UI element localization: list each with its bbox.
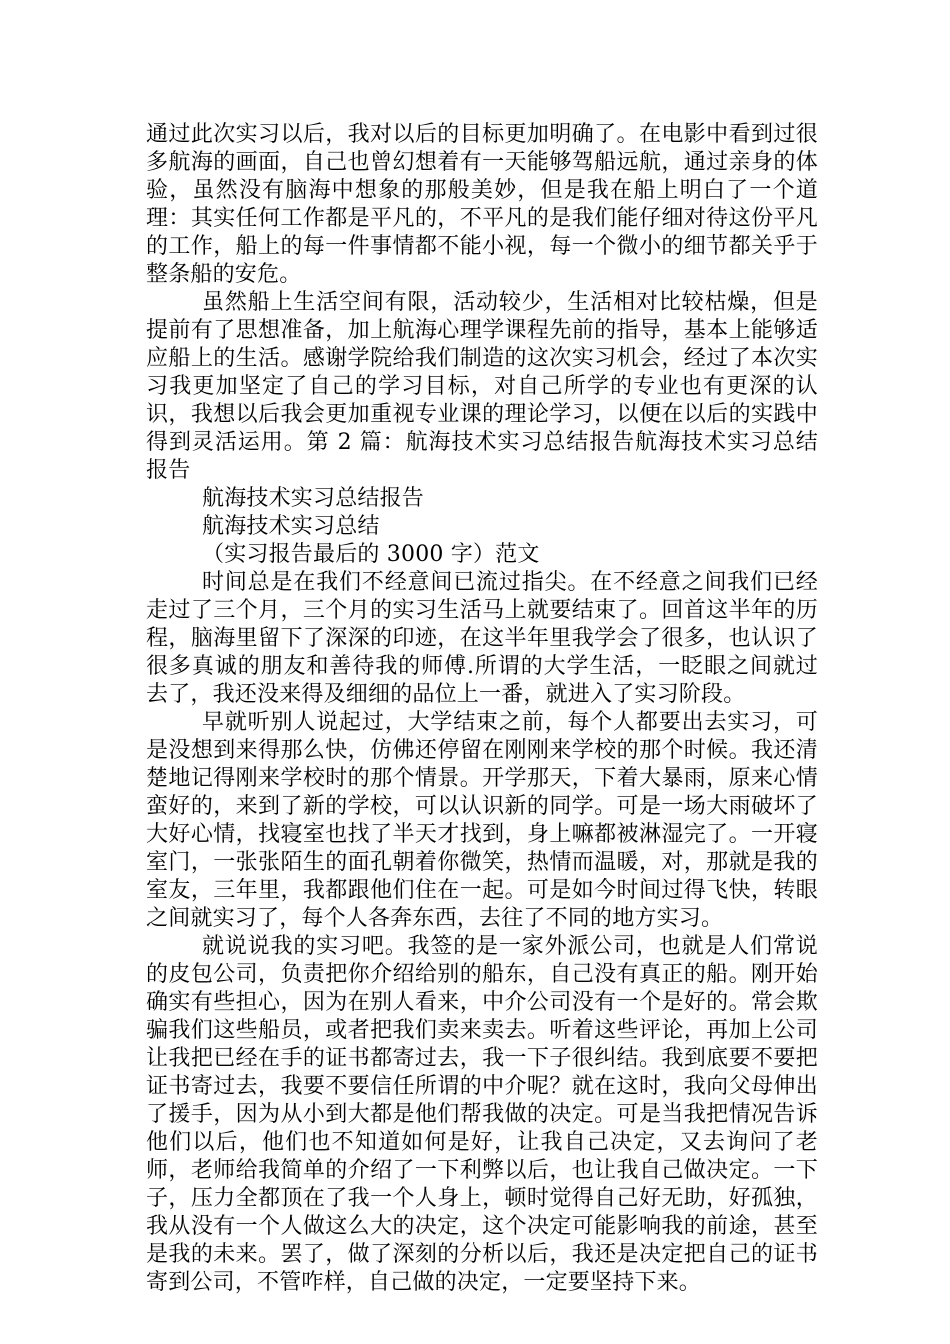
document-body: [146, 121, 818, 1297]
heading-report-title: 航海技术实习总结报告: [202, 486, 425, 511]
paragraph-time-passes: 时间总是在我们不经意间已流过指尖。在不经意之间我们已经走过了三个月，三个月的实习生活马上就要结束了。回首这半年的历程，脑海里留下了深深的印迹，在这半年里我学会了很多，也认识了很多真诚的朋友和善待我的师傅.所谓的大学生活，一眨眼之间就过去了，我还没来得及细细的品位上一番，就进入了实习阶段。: [146, 570, 818, 707]
heading-report-note: （实习报告最后的 3000 字）范文: [202, 542, 540, 567]
paragraph-school-memory: 早就听别人说起过，大学结束之前，每个人都要出去实习，可是没想到来得那么快，仿佛还停留在刚刚来学校的那个时候。我还清楚地记得刚来学校时的那个情景。开学那天，下着大暴雨，原来心情蛮好的，来到了新的学校，可以认识新的同学。可是一场大雨破坏了大好心情，找寝室也找了半天才找到，身上嘛都被淋湿完了。一开寝室门，一张张陌生的面孔朝着你微笑，热情而温暖，对，那就是我的室友，三年里，我都跟他们住在一起。可是如今时间过得飞快，转眼之间就实习了，每个人各奔东西，去往了不同的地方实习。: [146, 710, 818, 931]
paragraph-ship-life: 虽然船上生活空间有限，活动较少，生活相对比较枯燥，但是提前有了思想准备，加上航海心理学课程先前的指导，基本上能够适应船上的生活。感谢学院给我们制造的这次实习机会，经过了本次实习我更加坚定了自己的学习目标，对自己所学的专业也有更深的认识，我想以后我会更加重视专业课的理论学习，以便在以后的实践中得到灵活运用。第 2 篇：航海技术实习总结报告航海技术实习总结报告: [146, 290, 818, 483]
heading-report-subtitle: 航海技术实习总结: [202, 514, 380, 539]
paragraph-internship-decision: 就说说我的实习吧。我签的是一家外派公司，也就是人们常说的皮包公司，负责把你介绍给别的船东，自己没有真正的船。刚开始确实有些担心，因为在别人看来，中介公司没有一个是好的。常会欺骗我们这些船员，或者把我们卖来卖去。听着这些评论，再加上公司让我把已经在手的证书都寄过去，我一下子很纠结。我到底要不要把证书寄过去，我要不要信任所谓的中介呢？就在这时，我向父母伸出了援手，因为从小到大都是他们帮我做的决定。可是当我把情况告诉他们以后，他们也不知道如何是好，让我自己决定，又去询问了老师，老师给我简单的介绍了一下利弊以后，也让我自己做决定。一下子，压力全都顶在了我一个人身上，顿时觉得自己好无助，好孤独，我从没有一个人做这么大的决定，这个决定可能影响我的前途，甚至是我的未来。罢了，做了深刻的分析以后，我还是决定把自己的证书寄到公司，不管咋样，自己做的决定，一定要坚持下来。: [146, 934, 818, 1295]
paragraph-goal-clarity: 通过此次实习以后，我对以后的目标更加明确了。在电影中看到过很多航海的画面，自己也曾幻想着有一天能够驾船远航，通过亲身的体验，虽然没有脑海中想象的那般美妙，但是我在船上明白了一个道理：其实任何工作都是平凡的，不平凡的是我们能仔细对待这份平凡的工作，船上的每一件事情都不能小视，每一个微小的细节都关乎于整条船的安危。: [146, 122, 818, 287]
